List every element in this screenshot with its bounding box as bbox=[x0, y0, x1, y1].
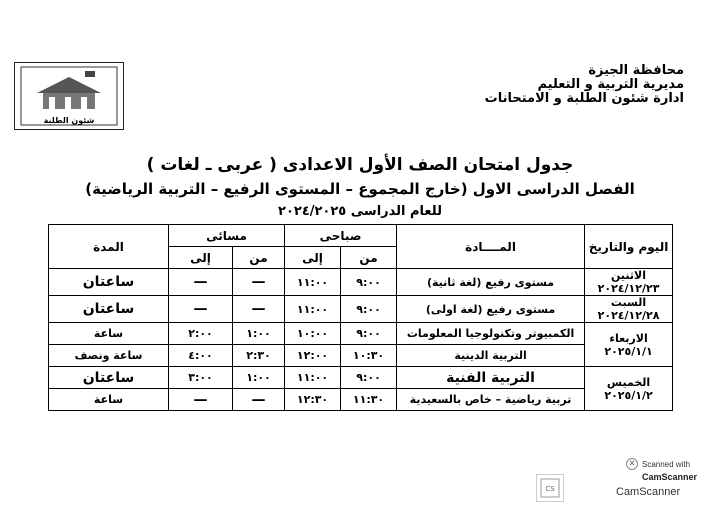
evening-from-cell: — bbox=[233, 389, 285, 411]
col-morning-from: من bbox=[341, 247, 397, 269]
subject-cell: الكمبيوتر وتكنولوجيا المعلومات bbox=[397, 323, 585, 345]
camscanner-small-logo bbox=[536, 474, 564, 502]
svg-text:CS: CS bbox=[545, 485, 555, 493]
table-row bbox=[49, 345, 673, 367]
evening-from-cell: — bbox=[233, 269, 285, 296]
subject-cell: مستوى رفيع (لغة اولى) bbox=[397, 296, 585, 323]
subject-cell: تربية رياضية – خاص بالسعيدية bbox=[397, 389, 585, 411]
morning-to-cell: ١١:٠٠ bbox=[285, 269, 341, 296]
evening-from-cell: ١:٠٠ bbox=[233, 323, 285, 345]
evening-to-cell: ٤:٠٠ bbox=[169, 345, 233, 367]
camscanner-watermark bbox=[612, 456, 708, 502]
camscanner-label: CamScanner bbox=[642, 472, 698, 482]
duration-cell: ساعة ونصف bbox=[49, 345, 169, 367]
day-date-cell: الاثنين ٢٠٢٤/١٢/٢٣ bbox=[585, 269, 673, 296]
page-subtitle: الفصل الدراسى الاول (خارج المجموع – المستوى الرفيع – التربية الرياضية) bbox=[85, 180, 635, 198]
morning-from-cell: ٩:٠٠ bbox=[341, 269, 397, 296]
evening-from-cell: — bbox=[233, 296, 285, 323]
duration-cell: ساعتان bbox=[49, 367, 169, 389]
duration-cell: ساعتان bbox=[49, 269, 169, 296]
morning-to-cell: ١٠:٠٠ bbox=[285, 323, 341, 345]
morning-to-cell: ١١:٠٠ bbox=[285, 367, 341, 389]
day-date-cell: الاربعاء ٢٠٢٥/١/١ bbox=[585, 323, 673, 367]
table-row bbox=[49, 367, 673, 389]
col-evening: مسائى bbox=[169, 225, 285, 247]
duration-cell: ساعتان bbox=[49, 296, 169, 323]
col-evening-from: من bbox=[233, 247, 285, 269]
duration-cell: ساعة bbox=[49, 389, 169, 411]
col-morning: صباحى bbox=[285, 225, 397, 247]
morning-from-cell: ١١:٣٠ bbox=[341, 389, 397, 411]
governorate-line: محافظة الجيزة bbox=[588, 63, 684, 78]
scanned-with-text: Scanned with bbox=[642, 460, 691, 469]
camscanner-footer: CamScanner bbox=[616, 486, 681, 498]
header-row-1 bbox=[49, 225, 673, 247]
col-duration: المدة bbox=[49, 225, 169, 269]
col-morning-to: إلى bbox=[285, 247, 341, 269]
table-row bbox=[49, 269, 673, 296]
evening-to-cell: ٣:٠٠ bbox=[169, 367, 233, 389]
day-date-cell: الخميس ٢٠٢٥/١/٢ bbox=[585, 367, 673, 411]
morning-to-cell: ١٢:٠٠ bbox=[285, 345, 341, 367]
evening-from-cell: ١:٠٠ bbox=[233, 367, 285, 389]
col-day-date: اليوم والتاريخ bbox=[585, 225, 673, 269]
evening-to-cell: — bbox=[169, 389, 233, 411]
directorate-line: مديرية التربية و التعليم bbox=[537, 77, 684, 92]
header-block bbox=[485, 64, 684, 106]
col-subject: المــــادة bbox=[397, 225, 585, 269]
evening-to-cell: ٢:٠٠ bbox=[169, 323, 233, 345]
table-row bbox=[49, 389, 673, 411]
duration-cell: ساعة bbox=[49, 323, 169, 345]
subject-cell: التربية الدينية bbox=[397, 345, 585, 367]
logo-stamp bbox=[14, 62, 124, 130]
evening-from-cell: ٢:٣٠ bbox=[233, 345, 285, 367]
morning-from-cell: ٩:٠٠ bbox=[341, 296, 397, 323]
table-row bbox=[49, 323, 673, 345]
day-date-cell: السبت ٢٠٢٤/١٢/٢٨ bbox=[585, 296, 673, 323]
morning-from-cell: ٩:٠٠ bbox=[341, 323, 397, 345]
subject-cell: التربية الفنية bbox=[397, 367, 585, 389]
morning-to-cell: ١٢:٣٠ bbox=[285, 389, 341, 411]
morning-to-cell: ١١:٠٠ bbox=[285, 296, 341, 323]
subject-cell: مستوى رفيع (لغة ثانية) bbox=[397, 269, 585, 296]
morning-from-cell: ١٠:٣٠ bbox=[341, 345, 397, 367]
evening-to-cell: — bbox=[169, 269, 233, 296]
table-row bbox=[49, 296, 673, 323]
page-title: جدول امتحان الصف الأول الاعدادى ( عربى ـ لغات ) bbox=[146, 155, 574, 175]
close-icon[interactable]: ✕ bbox=[626, 458, 638, 470]
exam-schedule-table bbox=[48, 224, 672, 411]
col-evening-to: إلى bbox=[169, 247, 233, 269]
department-line: ادارة شئون الطلبة و الامتحانات bbox=[484, 91, 684, 106]
logo-caption: شئون الطلبة bbox=[43, 116, 95, 125]
evening-to-cell: — bbox=[169, 296, 233, 323]
academic-year: للعام الدراسى ٢٠٢٤/٢٠٢٥ bbox=[278, 204, 442, 219]
morning-from-cell: ٩:٠٠ bbox=[341, 367, 397, 389]
